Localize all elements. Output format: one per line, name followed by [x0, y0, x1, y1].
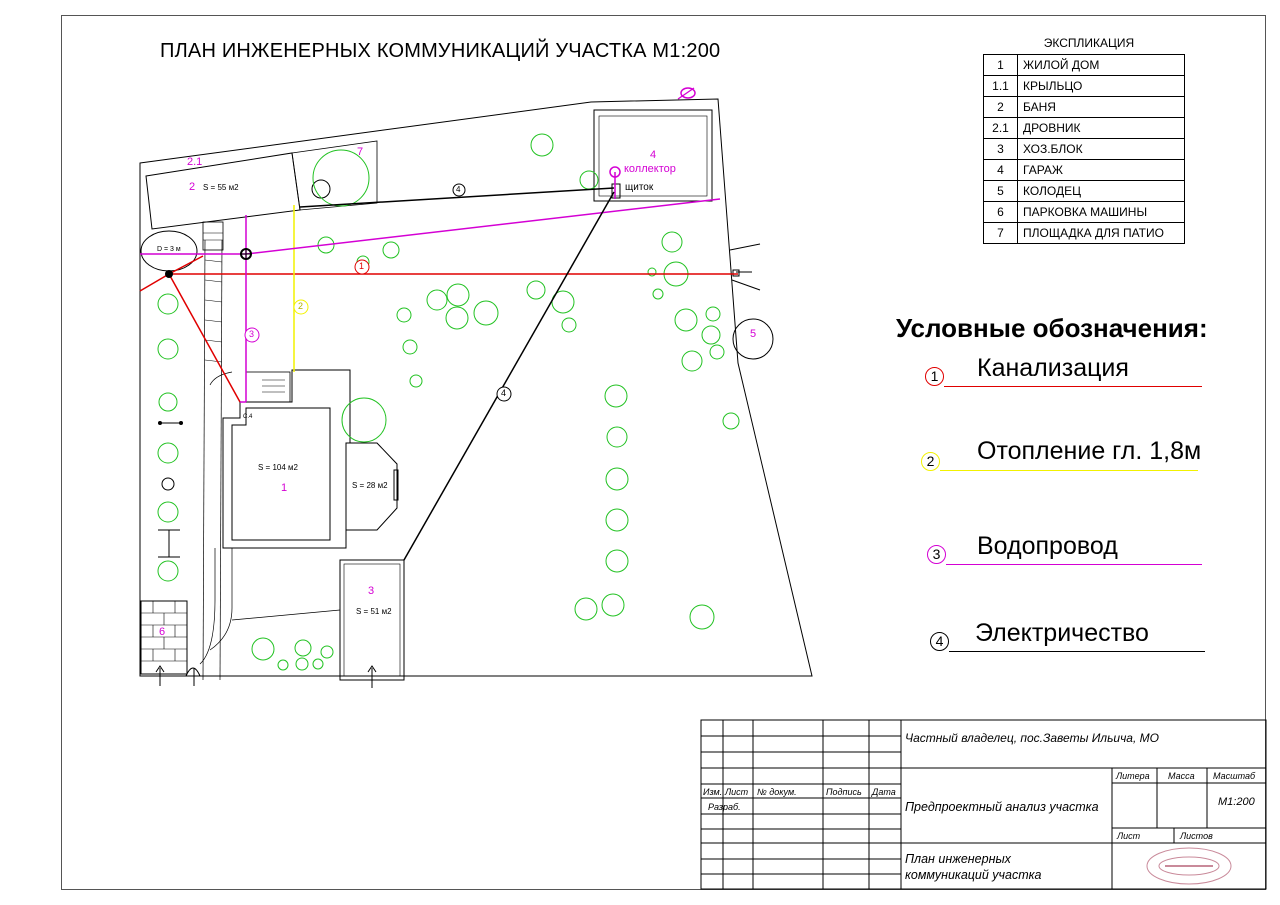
explication-row-name: ЖИЛОЙ ДОМ: [1018, 55, 1185, 76]
col-date: Дата: [872, 787, 896, 797]
legend-water-marker: 3: [927, 545, 946, 564]
listov-label: Листов: [1180, 831, 1213, 841]
litera-label: Литера: [1116, 771, 1150, 781]
shed-area: S = 51 м2: [356, 607, 392, 616]
col-doc: № докум.: [757, 787, 797, 797]
explication-row-number: 1.1: [984, 76, 1018, 97]
explication-row-number: 4: [984, 160, 1018, 181]
sewer-lines: [140, 256, 738, 402]
explication-row-number: 3: [984, 139, 1018, 160]
explication-row-name: ДРОВНИК: [1018, 118, 1185, 139]
massa-label: Масса: [1168, 771, 1195, 781]
explication-row-name: ПЛОЩАДКА ДЛЯ ПАТИО: [1018, 223, 1185, 244]
explication-row-name: ПАРКОВКА МАШИНЫ: [1018, 202, 1185, 223]
scale-value: М1:200: [1218, 796, 1255, 808]
legend-electric-label: Электричество: [975, 619, 1149, 647]
razrab-label: Разраб.: [708, 802, 741, 812]
explication-row: [984, 55, 1185, 76]
path-hatching: [205, 260, 222, 362]
house-area: S = 104 м2: [258, 463, 298, 472]
legend-sewer-line: [944, 386, 1202, 387]
well-diameter: D = 3 м: [157, 246, 181, 253]
legend-electric-line: [949, 651, 1205, 652]
plot-boundary: [140, 99, 812, 676]
legend-water-line: [946, 564, 1202, 565]
explication-table: [983, 54, 1185, 244]
explication-row: [984, 160, 1185, 181]
entry-mark: С.4: [243, 414, 253, 420]
house-number: 1: [281, 482, 288, 494]
well-number: 5: [750, 328, 757, 340]
house-inner-wall: [232, 408, 330, 540]
water-marker-label: 3: [249, 329, 255, 339]
explication-row: [984, 118, 1185, 139]
explication-row: [984, 76, 1185, 97]
shed-inner: [344, 564, 400, 676]
list-label: Лист: [1117, 831, 1141, 841]
explication-row-name: ГАРАЖ: [1018, 160, 1185, 181]
explication-row: [984, 223, 1185, 244]
explication-row: [984, 202, 1185, 223]
electric-marker-top-label: 4: [456, 185, 461, 194]
parking-number: 6: [159, 626, 166, 638]
col-list: Лист: [725, 787, 749, 797]
explication-row-name: ХОЗ.БЛОК: [1018, 139, 1185, 160]
explication-row-number: 6: [984, 202, 1018, 223]
project-name: Предпроектный анализ участка: [905, 800, 1099, 814]
owner-text: Частный владелец, пос.Заветы Ильича, МО: [905, 731, 1159, 745]
bathhouse-steps: [203, 222, 223, 250]
explication-row-name: БАНЯ: [1018, 97, 1185, 118]
legend-electric-marker: 4: [930, 632, 949, 651]
legend-sewer-marker: 1: [925, 367, 944, 386]
explication-row: [984, 97, 1185, 118]
heating-marker-label: 2: [298, 301, 304, 311]
house-entry-stairs: [246, 372, 290, 402]
patio-number: 7: [357, 146, 364, 158]
sheet-title-line2: коммуникаций участка: [905, 868, 1042, 882]
explication-row: [984, 181, 1185, 202]
legend-heating-marker: 2: [921, 452, 940, 471]
shed-building: [340, 560, 404, 680]
explication-row-number: 2.1: [984, 118, 1018, 139]
bathhouse-area: S = 55 м2: [203, 183, 239, 192]
explication-row-name: КРЫЛЬЦО: [1018, 76, 1185, 97]
house-outer-wall: [223, 370, 350, 548]
shed-number: 3: [368, 585, 375, 597]
electric-marker-diag-label: 4: [501, 388, 507, 398]
panel-label: щиток: [625, 182, 654, 193]
company-logo-stamp: [1147, 848, 1231, 884]
explication-row-number: 2: [984, 97, 1018, 118]
explication-row-number: 1: [984, 55, 1018, 76]
legend-title: Условные обозначения:: [896, 313, 1208, 343]
bathhouse-number: 2: [189, 181, 196, 193]
explication-row: [984, 139, 1185, 160]
patio-round-feature: [312, 180, 330, 198]
drovnik-label: 2.1: [187, 156, 203, 168]
sheet-title-line1: План инженерных: [905, 852, 1011, 866]
explication-row-number: 5: [984, 181, 1018, 202]
explication-row-number: 7: [984, 223, 1018, 244]
porch-area: S = 28 м2: [352, 481, 388, 490]
water-lines: [140, 172, 720, 402]
garage-number: 4: [650, 149, 657, 161]
plan-title: ПЛАН ИНЖЕНЕРНЫХ КОММУНИКАЦИЙ УЧАСТКА М1:200: [160, 40, 721, 62]
col-izm: Изм.: [703, 787, 723, 797]
legend-heating-line: [940, 470, 1198, 471]
collector-label: коллектор: [624, 163, 676, 175]
patio-area: [292, 141, 377, 210]
explication-title: ЭКСПЛИКАЦИЯ: [1043, 36, 1135, 50]
col-sign: Подпись: [826, 787, 862, 797]
legend-heating-label: Отопление гл. 1,8м: [977, 437, 1202, 465]
legend-sewer-label: Канализация: [977, 354, 1129, 382]
legend-water-label: Водопровод: [977, 532, 1118, 560]
masshtab-label: Масштаб: [1213, 771, 1256, 781]
electric-lines: [300, 188, 614, 560]
sewer-marker-label: 1: [359, 261, 365, 271]
explication-row-name: КОЛОДЕЦ: [1018, 181, 1185, 202]
